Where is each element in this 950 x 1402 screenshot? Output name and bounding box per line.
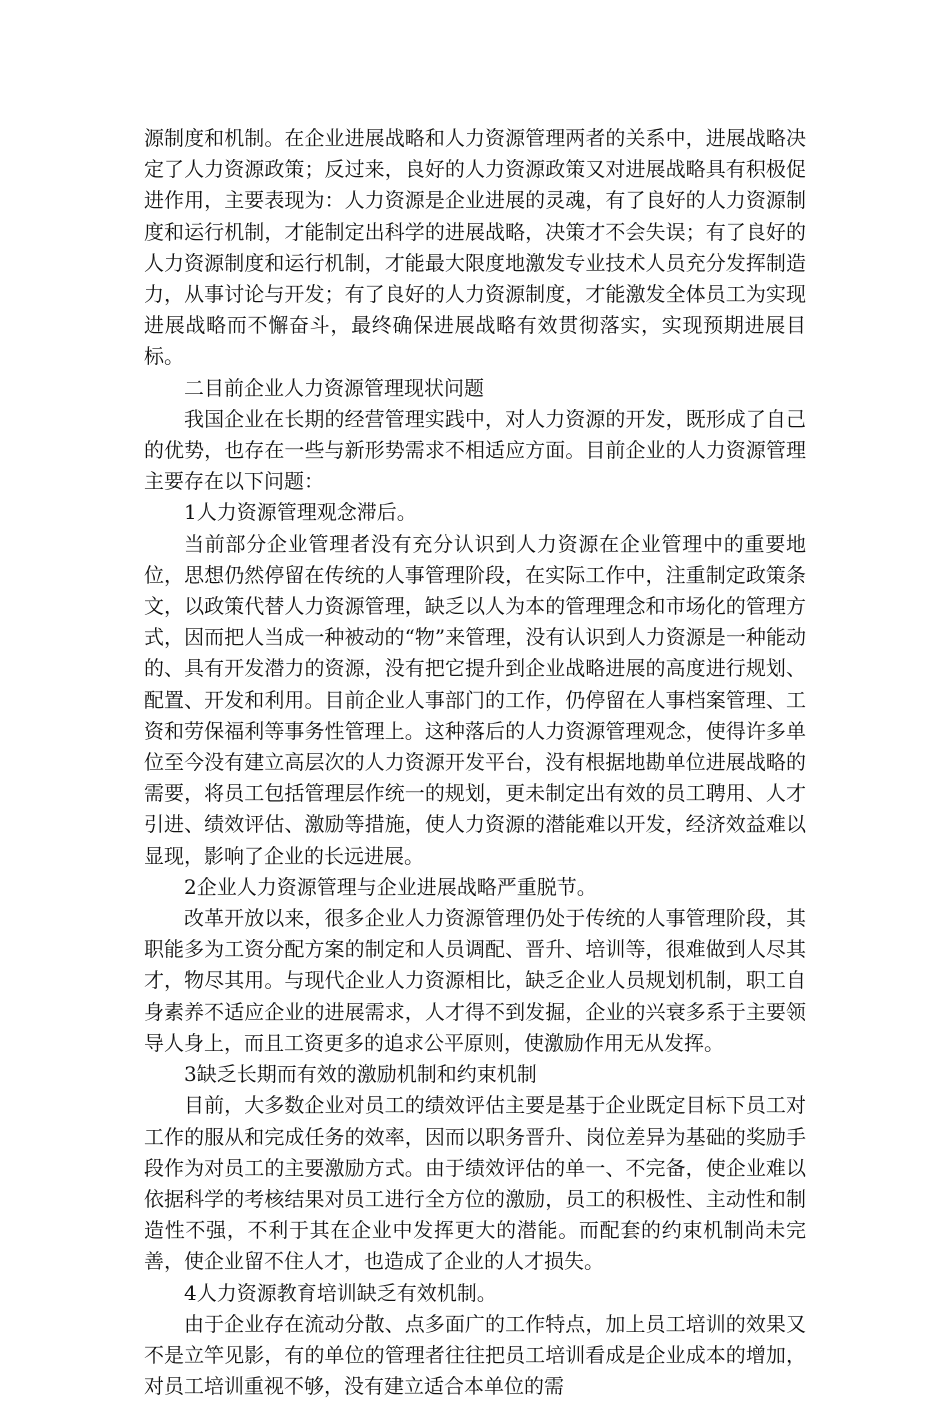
- subheading-4: 4人力资源教育培训缺乏有效机制。: [184, 1280, 497, 1305]
- paragraph-intro-problems: 我国企业在长期的经营管理实践中，对人力资源的开发，既形成了自己的优势，也存在一些与新形势需求不相适应方面。目前企业的人力资源管理主要存在以下问题：: [144, 406, 806, 494]
- document-page: [144, 123, 806, 1402]
- paragraph-strategy-disconnect: 改革开放以来，很多企业人力资源管理仍处于传统的人事管理阶段，其职能多为工资分配方案的制定和人员调配、晋升、培训等，很难做到人尽其才，物尽其用。与现代企业人力资源相比，缺乏企业人员规划机制，职工自身素养不适应企业的进展需求，人才得不到发掘，企业的兴衰多系于主要领导人身上，而且工资更多的追求公平原则，使激励作用无从发挥。: [144, 906, 806, 1055]
- subheading-1: 1人力资源管理观念滞后。: [184, 500, 417, 525]
- paragraph-training-mechanism: 由于企业存在流动分散、点多面广的工作特点，加上员工培训的效果又不是立竿见影，有的单位的管理者往往把员工培训看成是企业成本的增加，对员工培训重视不够，没有建立适合本单位的需: [144, 1311, 806, 1399]
- paragraph-incentive-mechanism: 目前，大多数企业对员工的绩效评估主要是基于企业既定目标下员工对工作的服从和完成任务的效率，因而以职务晋升、岗位差异为基础的奖励手段作为对员工的主要激励方式。由于绩效评估的单一、不完备，使企业难以依据科学的考核结果对员工进行全方位的激励，员工的积极性、主动性和制造性不强，不利于其在企业中发挥更大的潜能。而配套的约束机制尚未完善，使企业留不住人才，也造成了企业的人才损失。: [144, 1093, 806, 1274]
- section-heading-current-problems: 二目前企业人力资源管理现状问题: [184, 375, 484, 400]
- paragraph-outdated-concepts: 当前部分企业管理者没有充分认识到人力资源在企业管理中的重要地位，思想仍然停留在传统的人事管理阶段，在实际工作中，注重制定政策条文，以政策代替人力资源管理，缺乏以人为本的管理理念和市场化的管理方式，因而把人当成一种被动的“物”来管理，没有认识到人力资源是一种能动的、具有开发潜力的资源，没有把它提升到企业战略进展的高度进行规划、配置、开发和利用。目前企业人事部门的工作，仍停留在人事档案管理、工资和劳保福利等事务性管理上。这种落后的人力资源管理观念，使得许多单位至今没有建立高层次的人力资源开发平台，没有根据地勘单位进展战略的需要，将员工包括管理层作统一的规划，更未制定出有效的员工聘用、人才引进、绩效评估、激励等措施，使人力资源的潜能难以开发，经济效益难以显现，影响了企业的长远进展。: [144, 531, 806, 868]
- paragraph-strategy-relationship: 源制度和机制。在企业进展战略和人力资源管理两者的关系中，进展战略决定了人力资源政策；反过来，良好的人力资源政策又对进展战略具有积极促进作用，主要表现为：人力资源是企业进展的灵魂，有了良好的人力资源制度和运行机制，才能制定出科学的进展战略，决策才不会失误；有了良好的人力资源制度和运行机制，才能最大限度地激发专业技术人员充分发挥制造力，从事讨论与开发；有了良好的人力资源制度，才能激发全体员工为实现进展战略而不懈奋斗，最终确保进展战略有效贯彻落实，实现预期进展目标。: [144, 126, 806, 369]
- subheading-3: 3缺乏长期而有效的激励机制和约束机制: [184, 1062, 537, 1087]
- subheading-2: 2企业人力资源管理与企业进展战略严重脱节。: [184, 874, 597, 899]
